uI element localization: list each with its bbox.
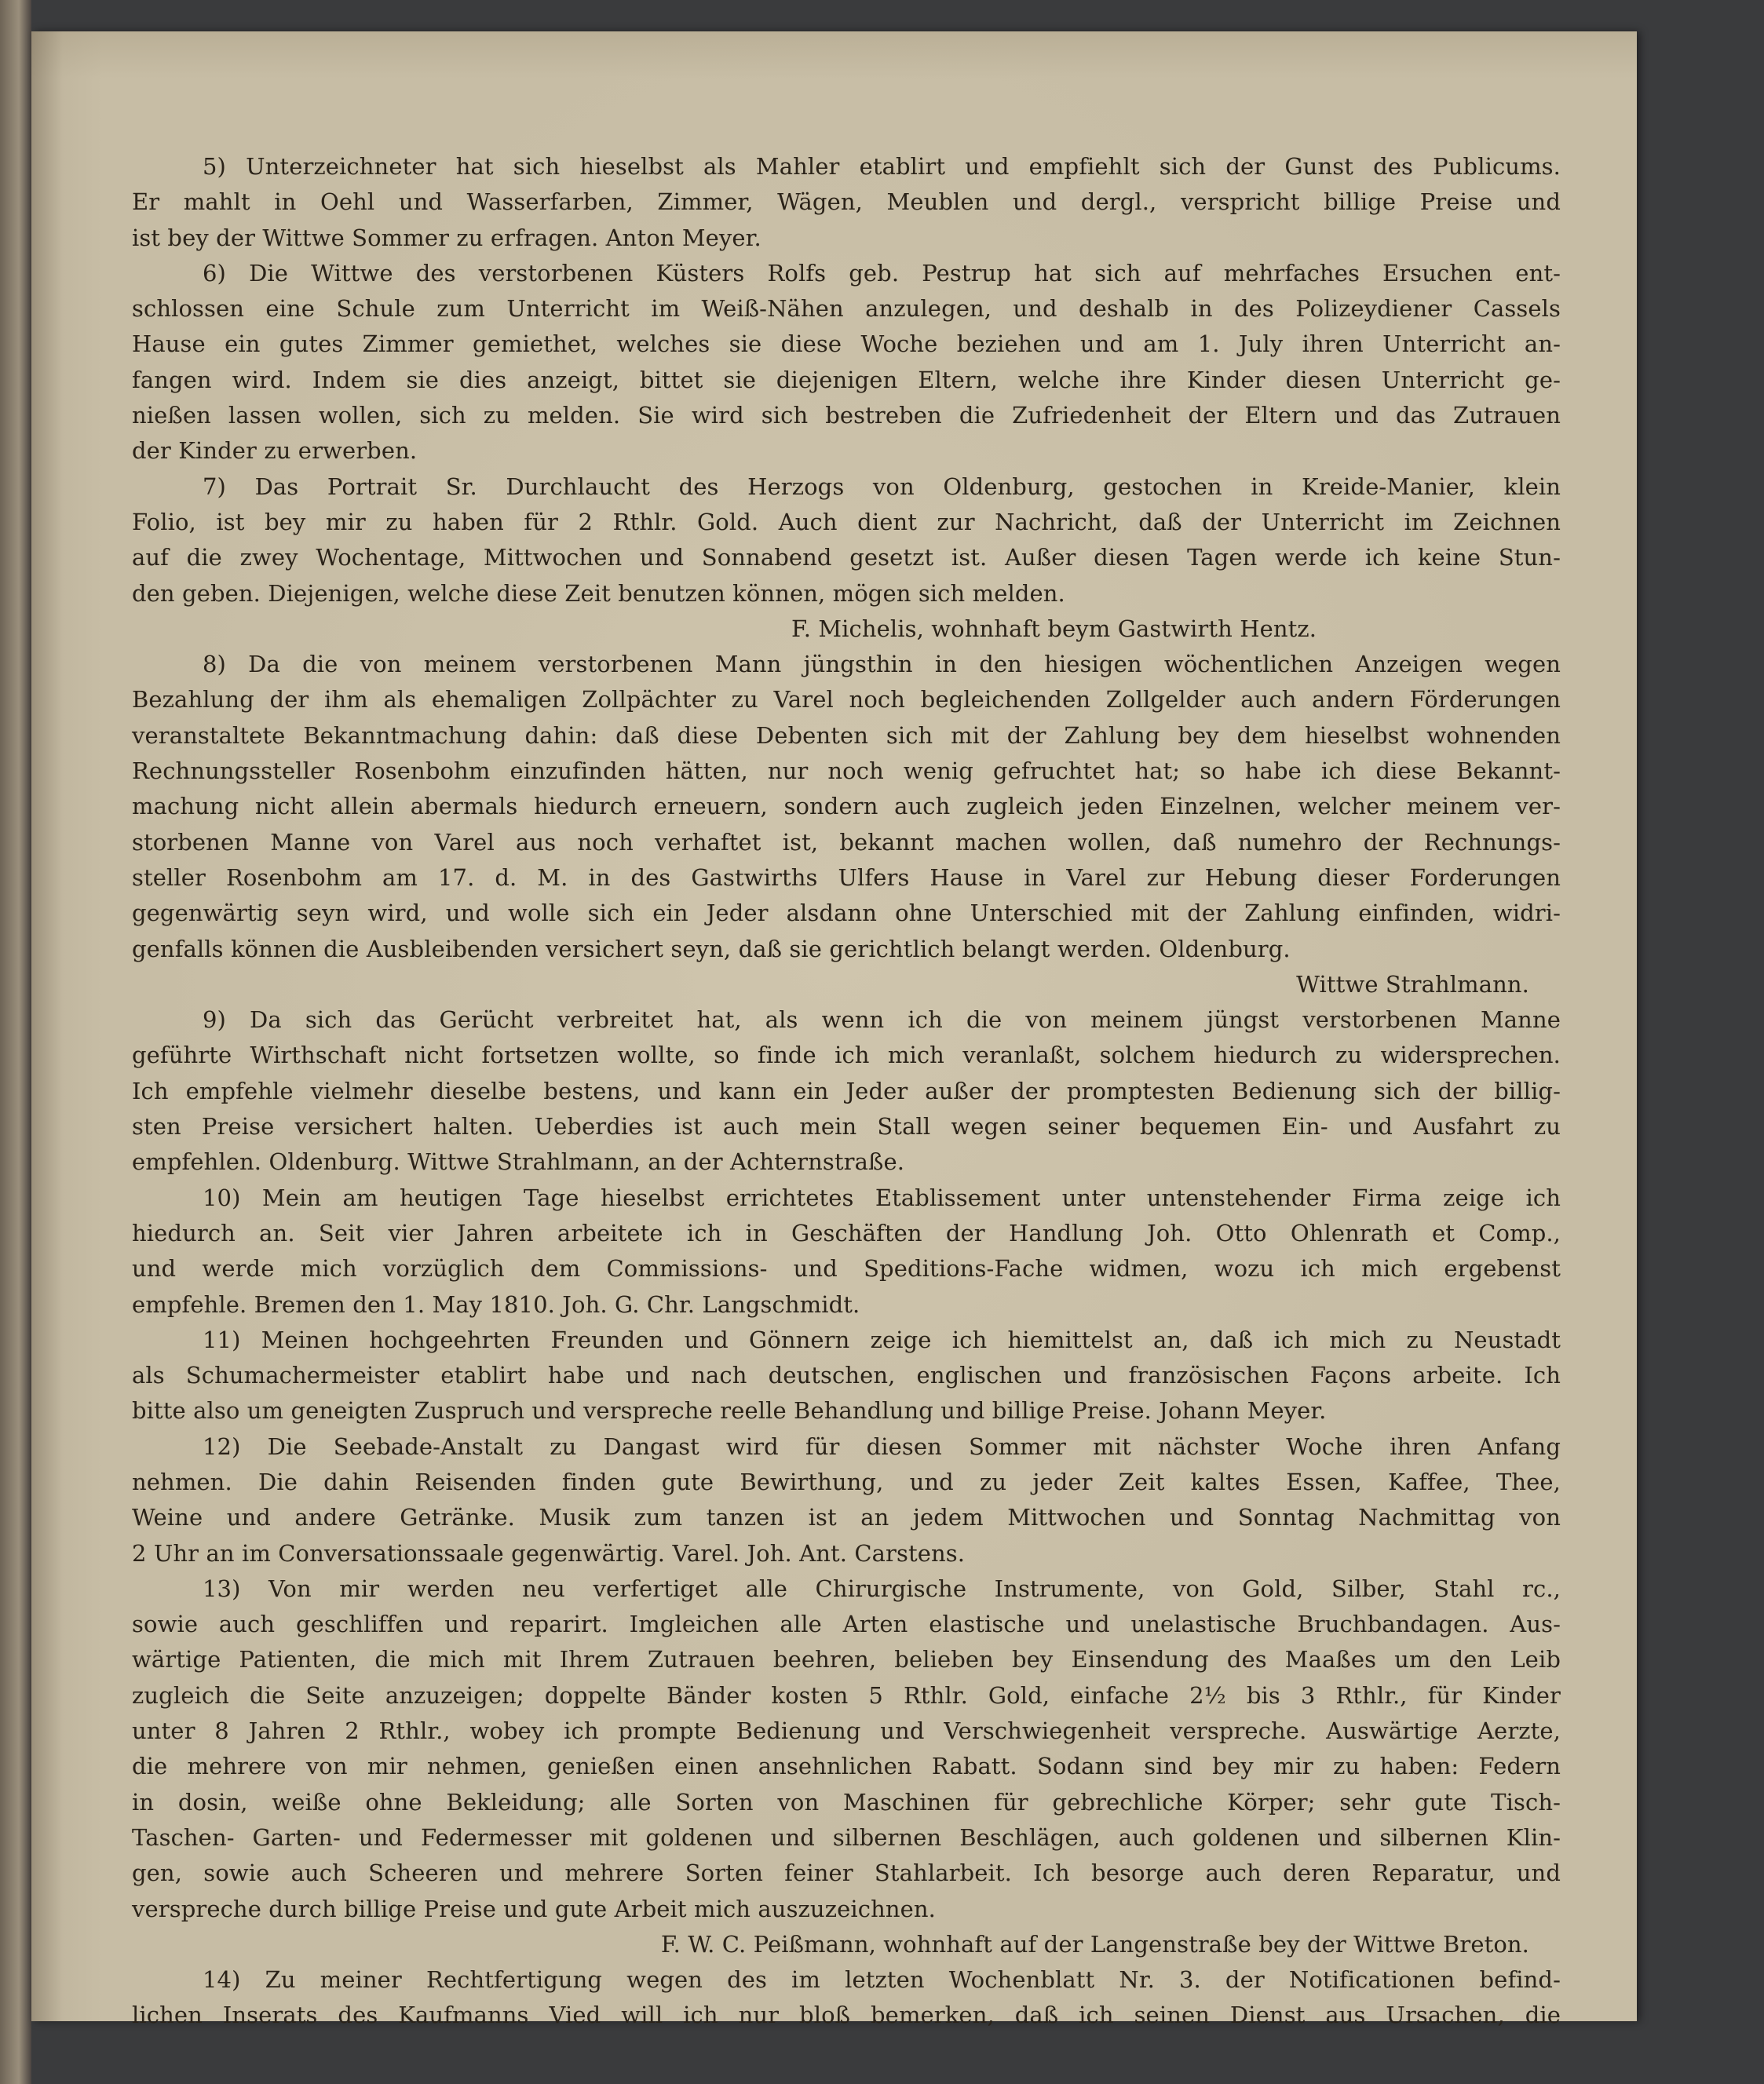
text-line: und werde mich vorzüglich dem Commissions- und Speditions-Fache widmen, wozu ich mich ergebenst xyxy=(132,1255,1561,1283)
text-line: hiedurch an. Seit vier Jahren arbeitete ich in Geschäften der Handlung Joh. Otto Ohlenrath et Comp., xyxy=(132,1219,1561,1246)
text-line: gen, sowie auch Scheeren und mehrere Sorten feiner Stahlarbeit. Ich besorge auch deren Reparatur, und xyxy=(132,1860,1561,1887)
text-line: storbenen Manne von Varel aus noch verhaftet ist, bekannt machen wollen, daß numehro der Rechnungs- xyxy=(132,828,1561,856)
signature-line: F. Michelis, wohnhaft beym Gastwirth Hentz. xyxy=(791,615,1317,642)
text-line: lichen Inserats des Kaufmanns Vied will ich nur bloß bemerken, daß ich seinen Dienst aus Ursachen, die xyxy=(132,2002,1561,2029)
text-line: Er mahlt in Oehl und Wasserfarben, Zimmer, Wägen, Meublen und dergl., verspricht billige Preise und xyxy=(132,188,1561,216)
text-line: der Kinder zu erwerben. xyxy=(132,437,418,465)
text-line: 9) Da sich das Gerücht verbreitet hat, als wenn ich die von meinem jüngst verstorbenen Manne xyxy=(203,1006,1561,1034)
text-line: 11) Meinen hochgeehrten Freunden und Gönnern zeige ich hiemittelst an, daß ich mich zu Neustadt xyxy=(203,1326,1561,1353)
text-line: 10) Mein am heutigen Tage hieselbst errichtetes Etablissement unter untenstehender Firma zeige ich xyxy=(203,1184,1561,1211)
text-line: Weine und andere Getränke. Musik zum tanzen ist an jedem Mittwochen und Sonntag Nachmittag von xyxy=(132,1504,1561,1531)
text-line: in dosin, weiße ohne Bekleidung; alle Sorten von Maschinen für gebrechliche Körper; sehr gute Tisch- xyxy=(132,1788,1561,1816)
text-line: Ich empfehle vielmehr dieselbe bestens, und kann ein Jeder außer der promptesten Bedienung sich der billig- xyxy=(132,1077,1561,1104)
text-line: unter 8 Jahren 2 Rthlr., wobey ich prompte Bedienung und Verschwiegenheit verspreche. Auswärtige Aerzte, xyxy=(132,1717,1561,1745)
text-line: sowie auch geschliffen und reparirt. Imgleichen alle Arten elastische und unelastische Bruchbandagen. Aus- xyxy=(132,1611,1561,1638)
text-line: veranstaltete Bekanntmachung dahin: daß diese Debenten sich mit der Zahlung bey dem hieselbst wohnenden xyxy=(132,721,1561,749)
text-line: nießen lassen wollen, sich zu melden. Sie wird sich bestreben die Zufriedenheit der Eltern und das Zutrauen xyxy=(132,402,1561,429)
text-line: empfehle. Bremen den 1. May 1810. Joh. G. Chr. Langschmidt. xyxy=(132,1290,860,1318)
text-line: sten Preise versichert halten. Ueberdies ist auch mein Stall wegen seiner bequemen Ein- und Ausfahrt zu xyxy=(132,1113,1561,1141)
text-line: als Schumachermeister etablirt habe und nach deutschen, englischen und französischen Façons arbeite. Ich xyxy=(132,1362,1561,1389)
text-line: Hause ein gutes Zimmer gemiethet, welches sie diese Woche beziehen und am 1. July ihren Unterricht an- xyxy=(132,330,1561,358)
previous-page-edge xyxy=(0,0,31,2084)
text-line: Bezahlung der ihm als ehemaligen Zollpächter zu Varel noch begleichenden Zollgelder auch andern Förderungen xyxy=(132,686,1561,714)
text-line: steller Rosenbohm am 17. d. M. in des Gastwirths Ulfers Hause in Varel zur Hebung dieser Forderungen xyxy=(132,863,1561,891)
text-line: Rechnungssteller Rosenbohm einzufinden hätten, nur noch wenig gefruchtet hat; so habe ich diese Bekannt- xyxy=(132,757,1561,785)
text-line: geführte Wirthschaft nicht fortsetzen wollte, so finde ich mich veranlaßt, solchem hiedurch zu widersprechen. xyxy=(132,1042,1561,1069)
text-line: 2 Uhr an im Conversationssaale gegenwärtig. Varel. Joh. Ant. Carstens. xyxy=(132,1539,966,1567)
document-page xyxy=(31,31,1637,2029)
text-line: schlossen eine Schule zum Unterricht im Weiß-Nähen anzulegen, und deshalb in des Polizeydiener Cassels xyxy=(132,295,1561,323)
text-line: 7) Das Portrait Sr. Durchlaucht des Herzogs von Oldenburg, gestochen in Kreide-Manier, klein xyxy=(203,473,1561,500)
text-line: zugleich die Seite anzuzeigen; doppelte Bänder kosten 5 Rthlr. Gold, einfache 2½ bis 3 Rthlr., für Kinder xyxy=(132,1681,1561,1709)
text-line: nehmen. Die dahin Reisenden finden gute Bewirthung, und zu jeder Zeit kaltes Essen, Kaffee, Thee, xyxy=(132,1468,1561,1495)
text-line: 12) Die Seebade-Anstalt zu Dangast wird für diesen Sommer mit nächster Woche ihren Anfang xyxy=(203,1433,1561,1460)
text-line: die mehrere von mir nehmen, genießen einen ansehnlichen Rabatt. Sodann sind bey mir zu haben: Federn xyxy=(132,1753,1561,1780)
text-line: Taschen- Garten- und Federmesser mit goldenen und silbernen Beschlägen, auch goldenen und silbernen Klin- xyxy=(132,1823,1561,1851)
text-line: auf die zwey Wochentage, Mittwochen und Sonnabend gesetzt ist. Außer diesen Tagen werde ich keine Stun- xyxy=(132,544,1561,571)
text-line: gegenwärtig seyn wird, und wolle sich ein Jeder alsdann ohne Unterschied mit der Zahlung einfinden, widri- xyxy=(132,900,1561,927)
text-line: 8) Da die von meinem verstorbenen Mann jüngsthin in den hiesigen wöchentlichen Anzeigen wegen xyxy=(203,651,1561,678)
text-line: 13) Von mir werden neu verfertiget alle Chirurgische Instrumente, von Gold, Silber, Stahl rc., xyxy=(203,1575,1561,1602)
signature-line: F. W. C. Peißmann, wohnhaft auf der Langenstraße bey der Wittwe Breton. xyxy=(660,1930,1529,1958)
text-line: wärtige Patienten, die mich mit Ihrem Zutrauen beehren, belieben bey Einsendung des Maaßes um den Leib xyxy=(132,1646,1561,1673)
text-line: den geben. Diejenigen, welche diese Zeit benutzen können, mögen sich melden. xyxy=(132,579,1065,607)
page-text xyxy=(132,149,1561,2034)
text-line: Folio, ist bey mir zu haben für 2 Rthlr. Gold. Auch dient zur Nachricht, daß der Unterricht im Zeichnen xyxy=(132,508,1561,535)
text-line: empfehlen. Oldenburg. Wittwe Strahlmann, an der Achternstraße. xyxy=(132,1148,905,1176)
signature-line: Wittwe Strahlmann. xyxy=(1296,970,1529,998)
text-line: 6) Die Wittwe des verstorbenen Küsters Rolfs geb. Pestrup hat sich auf mehrfaches Ersuchen ent- xyxy=(203,259,1561,287)
text-line: 14) Zu meiner Rechtfertigung wegen des im letzten Wochenblatt Nr. 3. der Notificationen befind- xyxy=(203,1966,1561,1994)
text-line: genfalls können die Ausbleibenden versichert seyn, daß sie gerichtlich belangt werden. Oldenburg. xyxy=(132,935,1291,962)
text-line: bitte also um geneigten Zuspruch und verspreche reelle Behandlung und billige Preise. Johann Meyer. xyxy=(132,1397,1327,1425)
text-line: fangen wird. Indem sie dies anzeigt, bittet sie diejenigen Eltern, welche ihre Kinder diesen Unterricht ge- xyxy=(132,366,1561,393)
text-line: machung nicht allein abermals hiedurch erneuern, sondern auch zugleich jeden Einzelnen, welcher meinem ver- xyxy=(132,793,1561,820)
text-line: verspreche durch billige Preise und gute Arbeit mich auszuzeichnen. xyxy=(132,1895,936,1922)
text-line: ist bey der Wittwe Sommer zu erfragen. Anton Meyer. xyxy=(132,224,761,251)
text-line: 5) Unterzeichneter hat sich hieselbst als Mahler etablirt und empfiehlt sich der Gunst des Publicums. xyxy=(203,153,1561,180)
